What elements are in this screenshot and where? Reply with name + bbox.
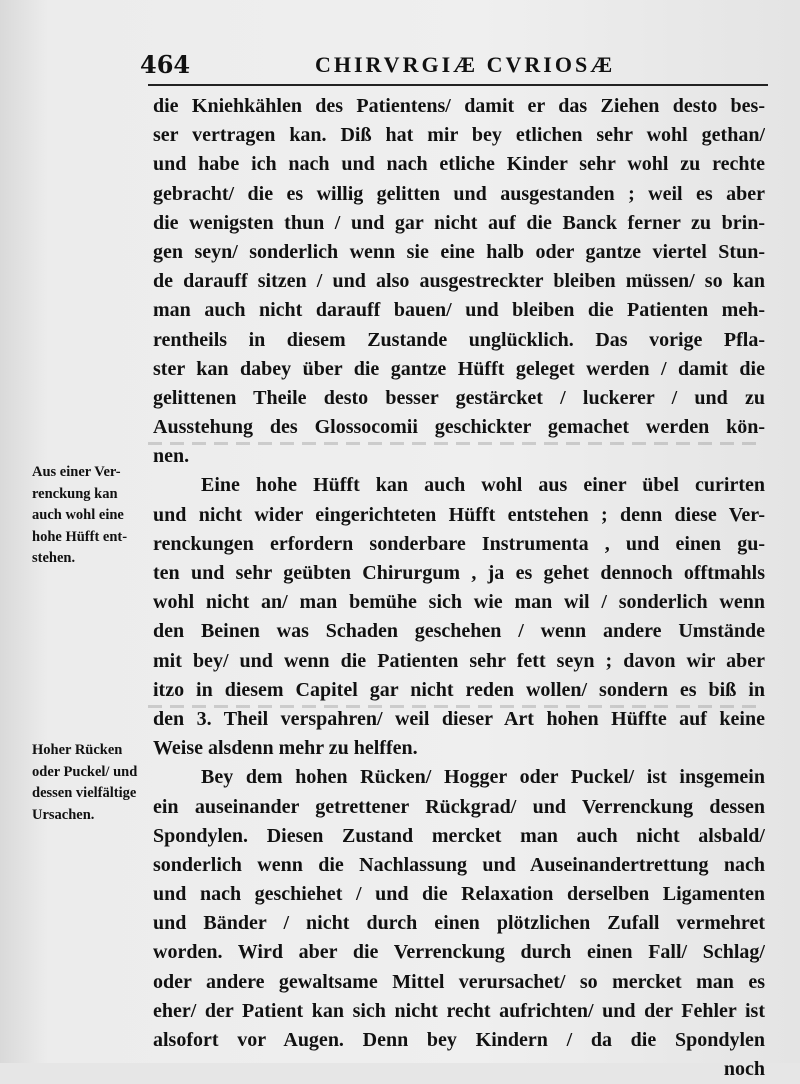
text-line: worden. Wird aber die Verrenckung durch einen Fall/ Schlag/ xyxy=(153,941,765,964)
paragraph xyxy=(153,92,765,471)
text-line: gelittenen Theile desto besser gestärcket / luckerer / und zu xyxy=(153,386,765,409)
catchword: noch xyxy=(723,1058,765,1081)
text-line: den 3. Theil verspahren/ weil dieser Art hohen Hüffte auf keine xyxy=(153,707,765,730)
marginal-line: Hoher Rücken xyxy=(32,742,123,758)
paragraph xyxy=(153,763,765,1055)
text-line: oder andere gewaltsame Mittel verursachet/ so mercket man es xyxy=(153,970,765,993)
text-line: Ausstehung des Glossocomii geschickter gemachet werden kön- xyxy=(153,416,765,439)
text-line: gebracht/ die es willig gelitten und ausgestanden ; weil es aber xyxy=(153,182,765,205)
paragraph xyxy=(153,471,765,763)
text-line: gen seyn/ sonderlich wenn sie eine halb oder gantze viertel Stun- xyxy=(153,240,765,263)
text-line: Weise alsdenn mehr zu helffen. xyxy=(153,737,418,760)
text-line: eher/ der Patient kan sich nicht recht aufrichten/ und der Fehler ist xyxy=(153,999,765,1022)
text-line: de darauff sitzen / und also ausgestreckter bleiben müssen/ so kan xyxy=(153,270,765,293)
text-line: ten und sehr geübten Chirurgum , ja es gehet dennoch offtmahls xyxy=(153,562,765,584)
show-through-band xyxy=(148,705,760,708)
header-rule xyxy=(148,84,768,86)
marginal-line: hohe Hüfft ent- xyxy=(32,528,128,545)
text-line: Bey dem hohen Rücken/ Hogger oder Puckel/ ist insgemein xyxy=(201,766,765,789)
text-line: ster kan dabey über die gantze Hüfft geleget werden / damit die xyxy=(153,357,765,380)
text-line: die wenigsten thun / und gar nicht auf die Banck ferner zu brin- xyxy=(153,211,765,234)
text-line: rentheils in diesem Zustande unglücklich. Das vorige Pfla- xyxy=(153,328,765,351)
marginal-line: dessen vielfältige xyxy=(32,785,137,801)
running-title: CHIRVRGIÆ CVRIOSÆ xyxy=(315,52,616,77)
marginal-note xyxy=(32,462,150,570)
text-line: Eine hohe Hüfft kan auch wohl aus einer übel curirten xyxy=(201,474,765,497)
text-line: und nicht wider eingerichteten Hüfft entstehen ; denn diese Ver- xyxy=(153,503,765,526)
text-line: den Beinen was Schaden geschehen / wenn andere Umstände xyxy=(153,620,765,643)
text-line: Spondylen. Diesen Zustand mercket man auch nicht alsbald/ xyxy=(153,824,765,847)
marginal-line: stehen. xyxy=(32,550,76,566)
text-line: mit bey/ und wenn die Patienten sehr fett seyn ; davon wir aber xyxy=(153,649,765,672)
body-text xyxy=(153,92,765,1084)
text-line: renckungen erfordern sonderbare Instrumenta , und einen gu- xyxy=(153,532,765,555)
marginal-line: oder Puckel/ und xyxy=(32,763,138,780)
page-header xyxy=(140,48,780,80)
text-line: nen. xyxy=(153,445,190,468)
text-line: ein auseinander getrettener Rückgrad/ und Verrenckung dessen xyxy=(153,795,765,818)
text-line: die Kniehkählen des Patientens/ damit er das Ziehen desto bes- xyxy=(153,95,765,117)
text-line: und nach geschiehet / und die Relaxation derselben Ligamenten xyxy=(153,883,765,906)
text-line: und habe ich nach und nach etliche Kinder sehr wohl zu rechte xyxy=(153,153,765,176)
text-line: sonderlich wenn die Nachlassung und Auseinandertrettung nach xyxy=(153,853,765,876)
text-line: ser vertragen kan. Diß hat mir bey etlichen sehr wohl gethan/ xyxy=(153,124,765,147)
text-line: wohl nicht an/ man bemühe sich wie man wil / sonderlich wenn xyxy=(153,591,765,614)
marginal-note xyxy=(32,740,150,826)
text-line: alsofort vor Augen. Denn bey Kindern / da die Spondylen xyxy=(153,1029,765,1051)
text-line: und Bänder / nicht durch einen plötzlichen Zufall vermehret xyxy=(153,912,765,935)
marginal-line: auch wohl eine xyxy=(32,507,124,523)
marginal-line: renckung kan xyxy=(32,485,118,502)
text-line: man auch nicht darauff bauen/ und bleiben die Patienten meh- xyxy=(153,299,765,322)
marginal-line: Ursachen. xyxy=(32,806,95,823)
show-through-band xyxy=(148,442,760,445)
text-line: itzo in diesem Capitel gar nicht reden wollen/ sondern es biß in xyxy=(153,678,765,701)
marginal-line: Aus einer Ver- xyxy=(32,464,121,480)
page-number: 464 xyxy=(140,50,191,79)
